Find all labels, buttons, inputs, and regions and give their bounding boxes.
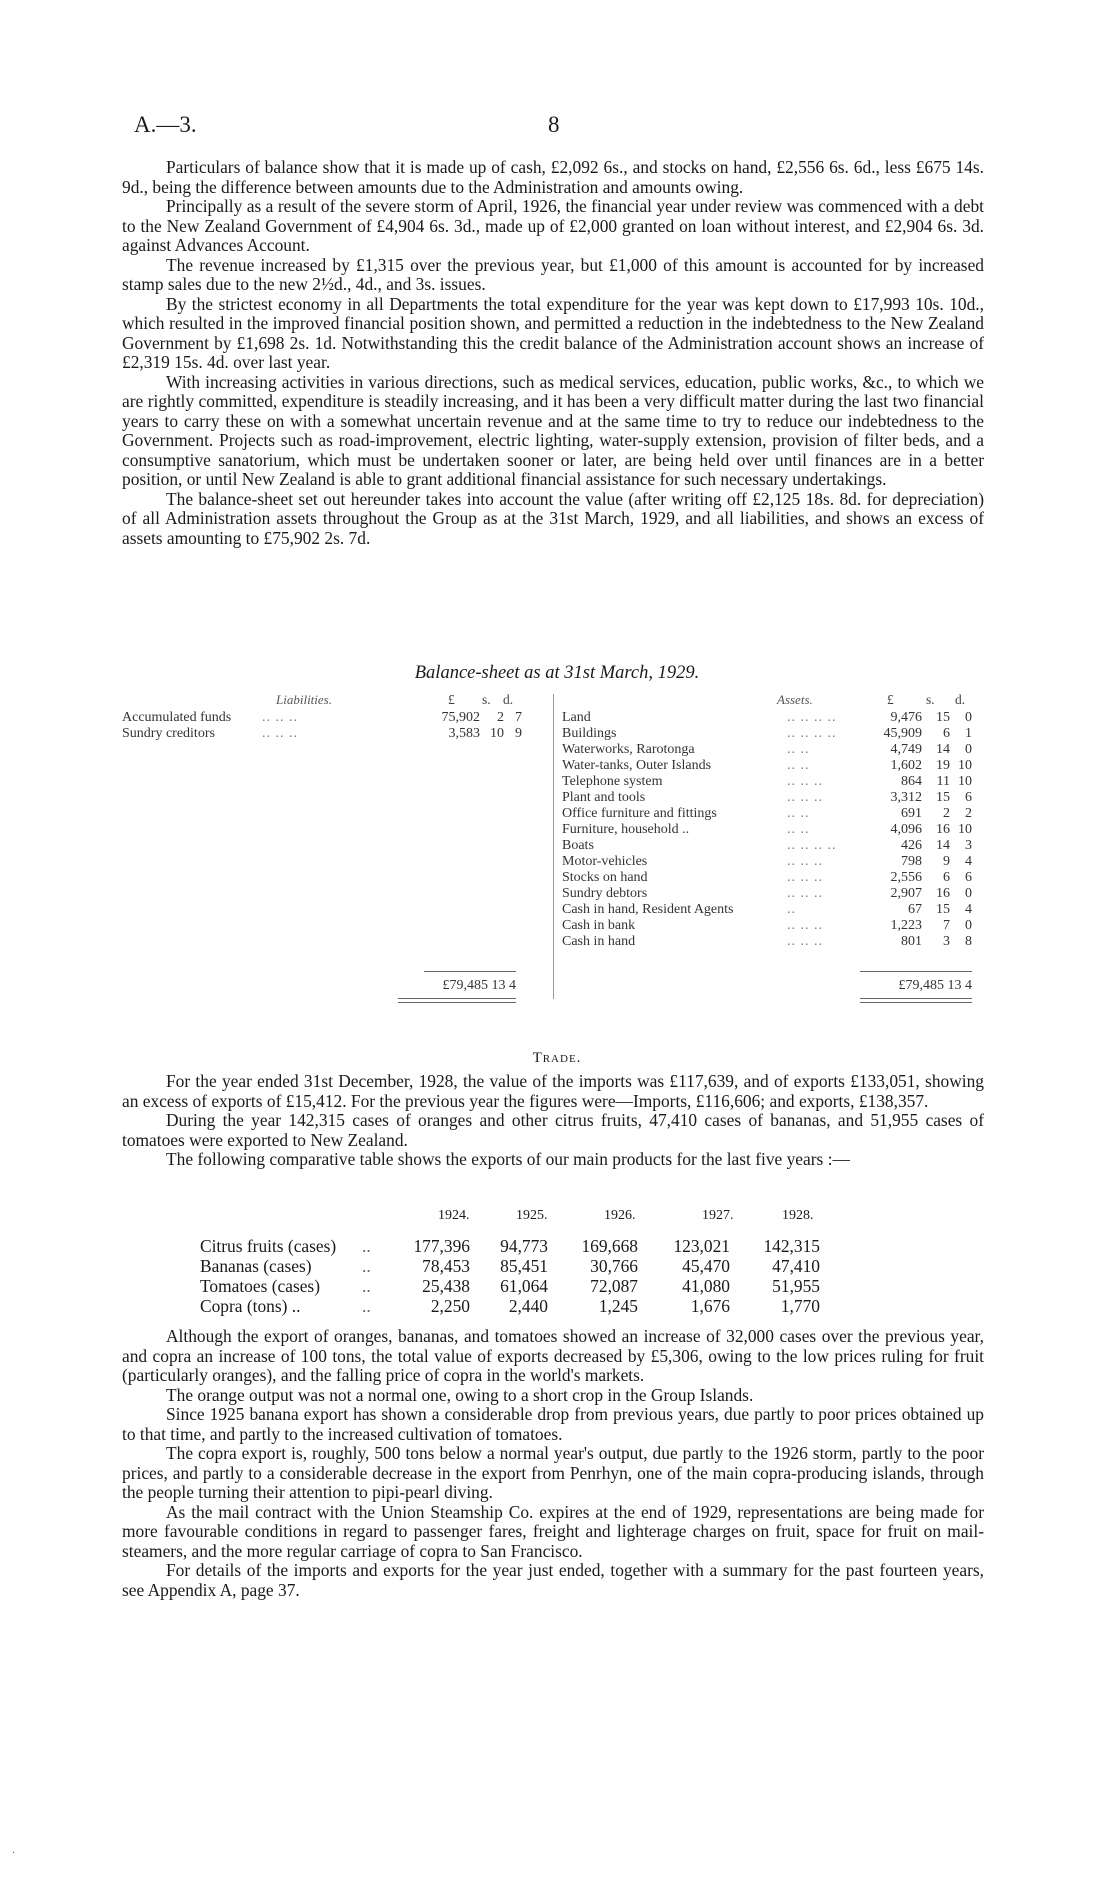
document-reference: A.—3. (134, 112, 197, 137)
pounds-value: 2,907 (890, 886, 922, 901)
pence-value: 1 (965, 726, 972, 741)
shillings-header: s. (482, 692, 491, 707)
total-rule (860, 971, 972, 972)
export-value: 51,955 (772, 1276, 820, 1296)
pounds-value: 2,556 (890, 870, 922, 885)
leader-dots: .. .. (787, 758, 810, 773)
pence-header: d. (503, 692, 514, 707)
double-rule (398, 998, 516, 1003)
shillings-value: 6 (943, 870, 950, 885)
asset-label: Cash in bank (562, 918, 636, 933)
year-header: 1926. (604, 1208, 636, 1223)
paragraph: The orange output was not a normal one, owing to a short crop in the Group Islands. (166, 1384, 754, 1405)
pence-value: 7 (515, 710, 522, 725)
pence-value: 0 (965, 918, 972, 933)
export-value: 142,315 (763, 1236, 820, 1256)
export-value: 1,245 (598, 1296, 638, 1316)
leader-dots: .. .. .. (787, 918, 823, 933)
leader-dots: .. .. (787, 742, 810, 757)
asset-label: Cash in hand (562, 934, 636, 949)
leader-dots: .. .. .. (787, 934, 823, 949)
trade-section (122, 1072, 984, 1170)
export-row (190, 1256, 890, 1276)
pence-value: 2 (965, 806, 972, 821)
balance-sheet-title: Balance-sheet as at 31st March, 1929. (414, 663, 700, 683)
pence-value: 4 (965, 854, 972, 869)
pounds-header: £ (887, 692, 894, 707)
pounds-value: 4,096 (890, 822, 922, 837)
export-value: 177,396 (413, 1236, 470, 1256)
intro-section (122, 158, 984, 548)
leader-dots: .. .. .. (262, 726, 298, 741)
shillings-value: 10 (490, 726, 504, 741)
shillings-value: 11 (936, 774, 950, 789)
pounds-value: 4,749 (890, 742, 922, 757)
liability-label: Sundry creditors (122, 726, 215, 741)
asset-label: Boats (562, 838, 594, 853)
paragraph: Since 1925 banana export has shown a considerable drop from previous years, due partly to poor prices obtained up to that time, and partly to the increased cultivation of tomatoes. (122, 1404, 984, 1444)
pounds-value: 45,909 (883, 726, 922, 741)
leader-dots: .. .. .. (787, 774, 823, 789)
pounds-value: 798 (901, 854, 922, 869)
export-value: 25,438 (422, 1276, 470, 1296)
leader-dots: .. (362, 1296, 371, 1316)
asset-label: Telephone system (562, 774, 663, 789)
asset-row (562, 854, 982, 870)
pounds-value: 67 (908, 902, 922, 917)
pounds-value: 75,902 (441, 710, 480, 725)
pence-value: 9 (515, 726, 522, 741)
export-row (190, 1236, 890, 1256)
pence-value: 6 (965, 870, 972, 885)
asset-row (562, 774, 982, 790)
shillings-value: 9 (943, 854, 950, 869)
pounds-value: 426 (901, 838, 922, 853)
asset-label: Plant and tools (562, 790, 646, 805)
shillings-value: 14 (936, 742, 950, 757)
trade-closing-section (122, 1327, 984, 1600)
asset-row (562, 838, 982, 854)
total-rule (424, 971, 516, 972)
shillings-value: 7 (943, 918, 950, 933)
asset-row (562, 726, 982, 742)
pounds-value: 3,312 (890, 790, 922, 805)
asset-label: Sundry debtors (562, 886, 648, 901)
pounds-value: 9,476 (890, 710, 922, 725)
asset-row (562, 918, 982, 934)
export-value: 41,080 (682, 1276, 730, 1296)
product-name: Bananas (cases) (200, 1256, 312, 1276)
export-value: 61,064 (500, 1276, 548, 1296)
paragraph: The following comparative table shows the exports of our main products for the last five years :— (166, 1149, 850, 1169)
pounds-value: 1,223 (890, 918, 922, 933)
export-row (190, 1296, 890, 1316)
leader-dots: .. .. .. .. (787, 726, 837, 741)
shillings-value: 16 (936, 822, 950, 837)
paragraph: Although the export of oranges, bananas, and tomatoes showed an increase of 32,000 cases over the previous year, and copra an increase of 100 tons, the total value of exports decreased by £5,306, owing to the low prices ruling for fruit (particularly oranges), and the falling price of copra in the world's markets. (122, 1326, 984, 1385)
leader-dots: .. .. .. .. (787, 838, 837, 853)
export-value: 72,087 (590, 1276, 638, 1296)
export-row (190, 1276, 890, 1296)
asset-label: Buildings (562, 726, 617, 741)
leader-dots: .. .. .. (787, 886, 823, 901)
asset-label: Waterworks, Rarotonga (562, 742, 695, 757)
page-mark: · (12, 1848, 16, 1859)
pence-value: 4 (965, 902, 972, 917)
shillings-value: 15 (936, 710, 950, 725)
shillings-value: 19 (936, 758, 950, 773)
export-value: 47,410 (772, 1256, 820, 1276)
year-header: 1925. (516, 1208, 548, 1223)
liability-label: Accumulated funds (122, 710, 232, 725)
pence-value: 3 (965, 838, 972, 853)
export-value: 85,451 (500, 1256, 548, 1276)
column-divider (553, 694, 554, 999)
pounds-value: 864 (901, 774, 922, 789)
asset-label: Cash in hand, Resident Agents (562, 902, 734, 917)
leader-dots: .. .. .. .. (787, 710, 837, 725)
assets-heading: Assets. (777, 692, 813, 707)
shillings-value: 6 (943, 726, 950, 741)
leader-dots: .. .. (787, 806, 810, 821)
page-number: 8 (548, 112, 560, 137)
asset-label: Stocks on hand (562, 870, 648, 885)
pence-value: 10 (958, 758, 972, 773)
pence-value: 0 (965, 742, 972, 757)
export-value: 1,770 (780, 1296, 820, 1316)
pounds-value: 1,602 (890, 758, 922, 773)
product-name: Copra (tons) .. (200, 1296, 301, 1316)
leader-dots: .. .. .. (787, 870, 823, 885)
leader-dots: .. (362, 1236, 371, 1256)
year-header: 1928. (782, 1208, 814, 1223)
shillings-value: 14 (936, 838, 950, 853)
asset-row (562, 870, 982, 886)
assets-total: £79,485 13 4 (898, 978, 972, 993)
export-value: 123,021 (673, 1236, 730, 1256)
leader-dots: .. (362, 1256, 371, 1276)
asset-row (562, 902, 982, 918)
shillings-header: s. (926, 692, 935, 707)
liability-row (122, 726, 522, 742)
paragraph: Particulars of balance show that it is made up of cash, £2,092 6s., and stocks on hand, £2,556 6s. 6d., less £675 14s. 9d., being the difference between amounts due to the Administration and amounts owing. (122, 157, 984, 197)
liabilities-total: £79,485 13 4 (442, 978, 516, 993)
shillings-value: 2 (497, 710, 504, 725)
asset-row (562, 822, 982, 838)
pounds-value: 691 (901, 806, 922, 821)
asset-row (562, 886, 982, 902)
leader-dots: .. .. .. (262, 710, 298, 725)
shillings-value: 2 (943, 806, 950, 821)
shillings-value: 15 (936, 790, 950, 805)
asset-row (562, 934, 982, 950)
asset-row (562, 710, 982, 726)
paragraph: For details of the imports and exports for the year just ended, together with a summary for the past fourteen years, see Appendix A, page 37. (122, 1560, 984, 1600)
paragraph: As the mail contract with the Union Steamship Co. expires at the end of 1929, representations are being made for more favourable conditions in regard to passenger fares, freight and lighterage charges on fruit, space for fruit on mail-steamers, and the more regular carriage of copra to San Francisco. (122, 1501, 984, 1561)
export-value: 45,470 (682, 1256, 730, 1276)
export-value: 2,440 (508, 1296, 548, 1316)
asset-label: Motor-vehicles (562, 854, 648, 869)
shillings-value: 16 (936, 886, 950, 901)
export-value: 78,453 (422, 1256, 470, 1276)
export-value: 2,250 (430, 1296, 470, 1316)
leader-dots: .. (362, 1276, 371, 1296)
product-name: Citrus fruits (cases) (200, 1236, 337, 1256)
export-value: 30,766 (590, 1256, 638, 1276)
pounds-value: 801 (901, 934, 922, 949)
leader-dots: .. .. .. (787, 854, 823, 869)
paragraph: Principally as a result of the severe storm of April, 1926, the financial year under review was commenced with a debt to the New Zealand Government of £4,904 6s. 3d., made up of £2,000 granted on loan without interest, and £2,904 6s. 3d. against Advances Account. (122, 196, 984, 255)
leader-dots: .. (787, 902, 796, 917)
year-header: 1924. (438, 1208, 470, 1223)
shillings-value: 15 (936, 902, 950, 917)
asset-label: Water-tanks, Outer Islands (562, 758, 712, 773)
paragraph: The copra export is, roughly, 500 tons below a normal year's output, due partly to the 1926 storm, partly to the poor prices, and partly to a considerable decrease in the export from Penrhyn, one of the main copra-producing islands, through the people turning their attention to pipi-pearl diving. (122, 1443, 984, 1502)
pounds-header: £ (448, 692, 455, 707)
asset-row (562, 758, 982, 774)
shillings-value: 3 (943, 934, 950, 949)
liability-row (122, 710, 522, 726)
pence-value: 0 (965, 886, 972, 901)
asset-row (562, 742, 982, 758)
pence-header: d. (955, 692, 966, 707)
asset-row (562, 806, 982, 822)
paragraph: With increasing activities in various directions, such as medical services, education, public works, &c., to which we are rightly committed, expenditure is steadily increasing, and it has been a very difficult matter during the last two financial years to carry these on with a somewhat uncertain revenue and at the same time to try to reduce our indebtedness to the Government. Projects such as road-improvement, electric lighting, water-supply extension, provision of filter beds, and a consumptive sanatorium, which must be undertaken sooner or later, are being held over until finances are in a better position, or until New Zealand is able to grant additional financial assistance for such necessary undertakings. (122, 371, 984, 489)
trade-heading: Trade. (532, 1050, 582, 1066)
leader-dots: .. .. (787, 822, 810, 837)
paragraph: By the strictest economy in all Departments the total expenditure for the year was kept down to £17,993 10s. 10d., which resulted in the improved financial position shown, and permitted a reduction in the indebtedness to the New Zealand Government by £1,698 2s. 1d. Notwithstanding this the credit balance of the Administration account shows an increase of £2,319 15s. 4d. over last year. (122, 293, 984, 372)
paragraph: The balance-sheet set out hereunder takes into account the value (after writing off £2,125 18s. 8d. for depreciation) of all Administration assets throughout the Group as at the 31st March, 1929, and all liabilities, and shows an excess of assets amounting to £75,902 2s. 7d. (122, 488, 984, 548)
pence-value: 0 (965, 710, 972, 725)
paragraph: For the year ended 31st December, 1928, the value of the imports was £117,639, and of exports £133,051, showing an excess of exports of £15,412. For the previous year the figures were—Imports, £116,606; and exports, £138,357. (122, 1071, 984, 1111)
asset-label: Furniture, household .. (562, 822, 690, 837)
asset-label: Office furniture and fittings (562, 806, 717, 821)
pence-value: 10 (958, 774, 972, 789)
year-header: 1927. (702, 1208, 734, 1223)
leader-dots: .. .. .. (787, 790, 823, 805)
pence-value: 8 (965, 934, 972, 949)
export-value: 94,773 (500, 1236, 548, 1256)
product-name: Tomatoes (cases) (200, 1276, 320, 1296)
pence-value: 6 (965, 790, 972, 805)
pence-value: 10 (958, 822, 972, 837)
paragraph: During the year 142,315 cases of oranges and other citrus fruits, 47,410 cases of bananas, and 51,955 cases of tomatoes were exported to New Zealand. (122, 1110, 984, 1150)
liabilities-heading: Liabilities. (276, 692, 332, 707)
paragraph: The revenue increased by £1,315 over the previous year, but £1,000 of this amount is accounted for by increased stamp sales due to the new 2½d., 4d., and 3s. issues. (122, 254, 984, 294)
asset-row (562, 790, 982, 806)
asset-label: Land (562, 710, 591, 725)
pounds-value: 3,583 (448, 726, 480, 741)
export-value: 169,668 (581, 1236, 638, 1256)
double-rule (860, 998, 972, 1003)
export-value: 1,676 (690, 1296, 730, 1316)
